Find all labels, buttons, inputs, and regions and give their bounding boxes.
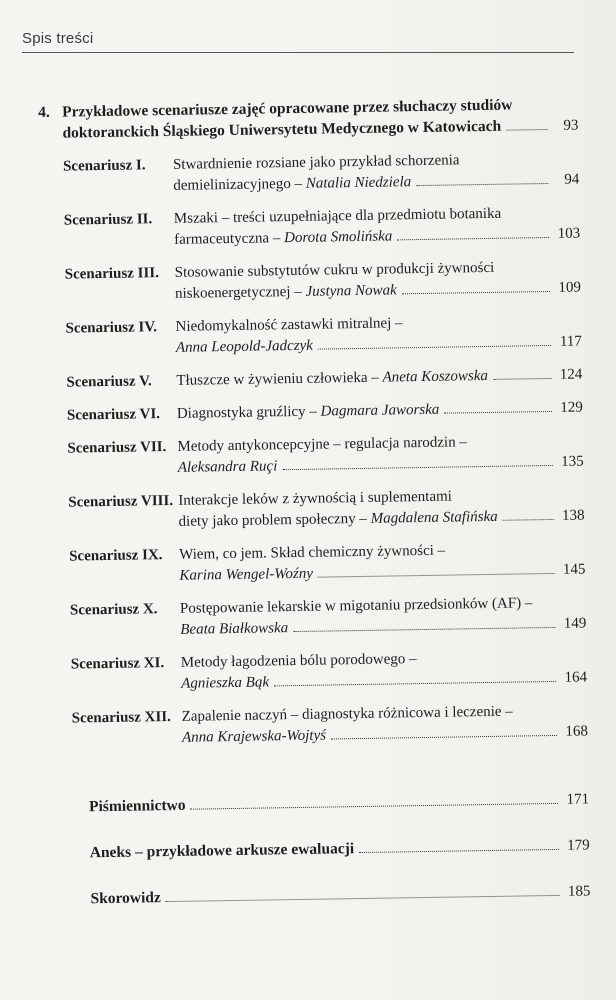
scenario-title-line-2: Tłuszcze w żywieniu człowieka – (176, 369, 383, 389)
running-header: Spis treści (22, 30, 94, 47)
scenario-page-number: 135 (561, 453, 584, 470)
header-rule (22, 52, 574, 53)
scenario-title-line-1: Stwardnienie rozsiane jako przykład schorzenia (172, 152, 460, 173)
scenario-page-number: 129 (560, 399, 583, 416)
scenario-page-number: 109 (558, 279, 582, 296)
scenario-label: Scenariusz III. (64, 265, 160, 283)
dot-leader (166, 895, 560, 902)
scenario-entry (44, 484, 585, 534)
dot-leader (359, 849, 559, 853)
chapter-title-line-1: Przykładowe scenariusze zajęć opracowane przez słuchaczy studiów (62, 96, 513, 121)
scenario-label: Scenariusz X. (69, 601, 158, 619)
scenario-list (39, 149, 588, 751)
scenario-entry (41, 310, 582, 360)
scenario-title-line-1: Niedomykalność zastawki mitralnej – (175, 315, 403, 335)
dot-leader (318, 573, 555, 578)
scenario-label: Scenariusz IX. (69, 547, 163, 565)
scenario-title-line-1: Metody antykoncepcyjne – regulacja narodzin – (177, 434, 468, 455)
back-matter-label: Aneks – przykładowe arkusze ewaluacji (89, 840, 355, 862)
scenario-author: Magdalena Stafińska (370, 508, 498, 527)
scenario-label: Scenariusz VI. (66, 406, 161, 424)
dot-leader (416, 183, 548, 186)
scenario-page-number: 164 (564, 669, 588, 686)
scenario-title-line-1: Zapalenie naczyń – diagnostyka różnicowa i leczenie – (181, 703, 513, 725)
chapter-page-number: 93 (563, 117, 579, 134)
scenario-label: Scenariusz IV. (65, 319, 158, 337)
scenario-title-line-2: demielinizacyjnego – (173, 175, 306, 194)
back-matter-entry (49, 790, 589, 816)
back-matter-page-number: 185 (567, 883, 591, 900)
scenario-author: Justyna Nowak (305, 282, 397, 300)
scenario-author: Dagmara Jaworska (320, 401, 440, 420)
scenario-title-line-1: Stosowanie substytutów cukru w produkcji żywności (174, 259, 495, 281)
scenario-label: Scenariusz VIII. (68, 492, 174, 511)
scenario-title-line-1: Mszaki – treści uzupełniające dla przedmiotu botanika (173, 205, 502, 227)
scenario-entry (39, 149, 580, 199)
scenario-page-number: 168 (565, 723, 589, 740)
scenario-entry (48, 700, 589, 750)
dot-leader (444, 411, 552, 414)
scenario-page-number: 138 (561, 507, 585, 524)
back-matter-entry (50, 836, 590, 862)
scenario-author: Anna Krajewska-Wojtyś (181, 727, 327, 746)
dot-leader (503, 519, 554, 521)
scenario-title-line-2: Diagnostyka gruźlicy – (176, 403, 321, 422)
scenario-title-line-1: Postępowanie lekarskie w migotaniu przedsionków (AF) – (179, 595, 533, 617)
scenario-label: Scenariusz II. (63, 211, 153, 229)
scenario-title-line-2: niskoenergetycznej – (174, 283, 306, 302)
dot-leader (282, 465, 552, 470)
scenario-author: Beata Białkowska (180, 620, 289, 638)
scenario-title-line-2: farmaceutyczna – (174, 230, 285, 248)
scenario-entry (42, 364, 582, 393)
scenario-label: Scenariusz VII. (67, 439, 167, 457)
scenario-page-number: 103 (557, 225, 581, 242)
dot-leader (506, 129, 547, 131)
scenario-title-line-1: Interakcje leków z żywnością i suplementami (178, 488, 453, 509)
dot-leader (318, 345, 551, 350)
scenario-page-number: 94 (564, 171, 580, 188)
scenario-entry (43, 397, 583, 426)
scenario-page-number: 145 (562, 561, 586, 578)
scenario-author: Aneta Koszowska (382, 367, 489, 386)
scenario-entry (46, 592, 587, 642)
scenario-title-line-1: Wiem, co jem. Skład chemiczny żywności – (179, 542, 446, 563)
scenario-author: Aleksandra Ruçi (177, 458, 278, 476)
back-matter-label: Skorowidz (90, 889, 161, 908)
chapter-title-line-2: doktoranckich Śląskiego Uniwersytetu Medycznego w Katowicach (62, 117, 502, 142)
back-matter-label: Piśmiennictwo (88, 796, 186, 816)
dot-leader (493, 378, 551, 380)
scenario-label: Scenariusz V. (66, 373, 152, 391)
scenario-label: Scenariusz I. (62, 157, 146, 175)
scenario-entry (47, 646, 588, 696)
back-matter-page-number: 171 (566, 791, 590, 808)
scenario-author: Karina Wengel-Woźny (179, 565, 314, 584)
chapter-entry (38, 94, 579, 145)
scenario-entry (45, 538, 586, 588)
table-of-contents (38, 94, 591, 937)
scenario-label: Scenariusz XII. (71, 708, 171, 727)
scenario-page-number: 149 (563, 615, 587, 632)
scenario-entry (40, 203, 581, 253)
back-matter-entry (50, 882, 590, 908)
dot-leader (274, 681, 556, 686)
scenario-label: Scenariusz XI. (70, 655, 165, 673)
scenario-entry (41, 256, 582, 306)
dot-leader (191, 803, 559, 810)
scenario-title-line-1: Metody łagodzenia bólu porodowego – (180, 651, 417, 671)
scenario-page-number: 117 (559, 333, 582, 350)
scenario-page-number: 124 (559, 366, 583, 383)
scenario-author: Natalia Niedziela (305, 174, 412, 192)
dot-leader (402, 291, 550, 294)
back-matter-page-number: 179 (567, 837, 590, 854)
scenario-author: Dorota Smolińska (283, 228, 393, 247)
dot-leader (331, 735, 557, 740)
scenario-title-line-2: diety jako problem społeczny – (178, 510, 371, 530)
back-matter-list (49, 790, 591, 908)
chapter-number: 4. (38, 103, 50, 121)
dot-leader (293, 627, 555, 632)
dot-leader (397, 237, 549, 240)
scenario-entry (43, 430, 584, 480)
scenario-author: Anna Leopold-Jadczyk (175, 337, 314, 356)
scenario-author: Agnieszka Bąk (181, 674, 270, 692)
